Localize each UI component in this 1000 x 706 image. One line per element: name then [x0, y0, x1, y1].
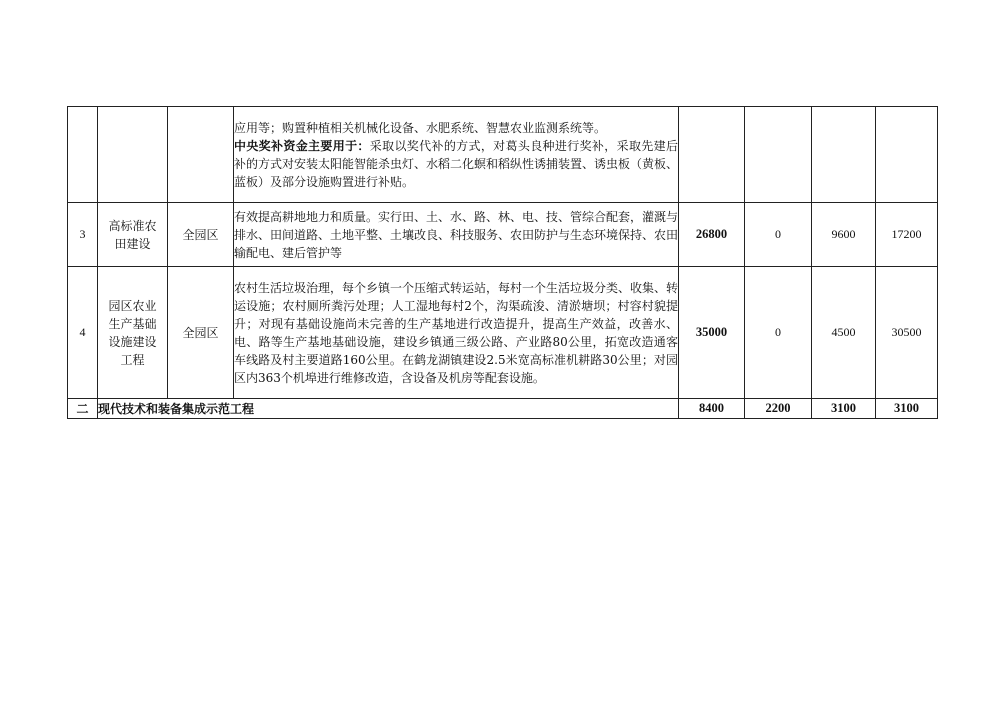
description-intro: 应用等；购置种植相关机械化设备、水肥系统、智慧农业监测系统等。	[234, 120, 607, 135]
project-description: 有效提高耕地地力和质量。实行田、土、水、路、林、电、技、管综合配套，灌溉与排水、田间道路、土地平整、土壤改良、科技服务、农田防护与生态环境保持、农田输配电、建后管护等	[234, 203, 679, 267]
description-highlight: 中央奖补资金主要用于：	[234, 138, 370, 153]
total-investment	[679, 107, 745, 203]
section-title: 现代技术和装备集成示范工程	[98, 399, 679, 419]
section-col-2: 3100	[812, 399, 876, 419]
section-total: 8400	[679, 399, 745, 419]
project-area: 全园区	[168, 203, 234, 267]
project-name: 园区农业生产基础设施建设工程	[98, 267, 168, 399]
project-description: 农村生活垃圾治理，每个乡镇一个压缩式转运站，每村一个生活垃圾分类、收集、转运设施；农村厕所粪污处理；人工湿地每村2个，沟渠疏浚、清淤塘坝；村容村貌提升；对现有基础设施尚未完善的生产基地进行改造提升，提高生产效益，改善水、电、路等生产基地基础设施，建设乡镇通三级公路、产业路80公里，拓宽改造通客车线路及村主要道路160公里。在鹤龙湖镇建设2.5米宽高标准机耕路30公里；对园区内363个机埠进行维修改造，含设备及机房等配套设施。	[234, 267, 679, 399]
investment-col-3: 17200	[876, 203, 938, 267]
investment-col-2: 9600	[812, 203, 876, 267]
section-col-1: 2200	[745, 399, 812, 419]
table-row	[68, 267, 938, 399]
project-description	[234, 107, 679, 203]
investment-col-3	[876, 107, 938, 203]
investment-col-1	[745, 107, 812, 203]
table-row	[68, 203, 938, 267]
section-summary-row	[68, 399, 938, 419]
project-name: 高标准农田建设	[98, 203, 168, 267]
description-rest: 采取以奖代补的方式，对葛头良种进行奖补，采取先建后补的方式对安装太阳能智能杀虫灯、水稻二化螟和稻纵性诱捕装置、诱虫板（黄板、蓝板）及部分设施购置进行补贴。	[234, 138, 679, 189]
project-table	[67, 106, 938, 419]
section-col-3: 3100	[876, 399, 938, 419]
row-number	[68, 107, 98, 203]
section-number: 二	[68, 399, 98, 419]
row-number: 4	[68, 267, 98, 399]
project-name	[98, 107, 168, 203]
investment-col-1: 0	[745, 203, 812, 267]
row-number: 3	[68, 203, 98, 267]
table-row	[68, 107, 938, 203]
investment-col-2	[812, 107, 876, 203]
investment-col-2: 4500	[812, 267, 876, 399]
investment-col-1: 0	[745, 267, 812, 399]
total-investment: 26800	[679, 203, 745, 267]
total-investment: 35000	[679, 267, 745, 399]
project-area	[168, 107, 234, 203]
project-area: 全园区	[168, 267, 234, 399]
investment-col-3: 30500	[876, 267, 938, 399]
